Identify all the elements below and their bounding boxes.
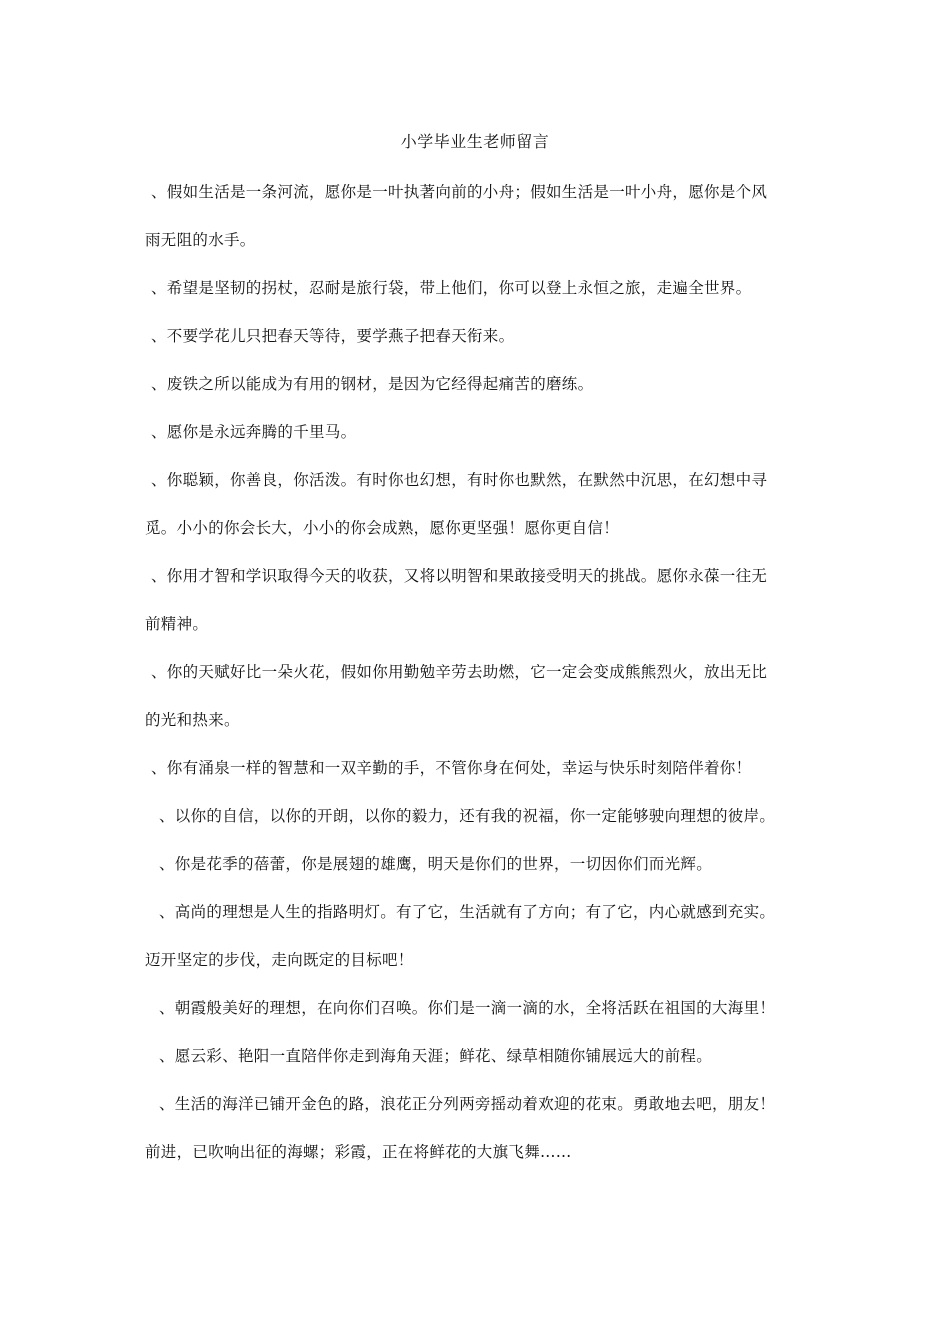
- paragraph-line: 、你的天赋好比一朵火花，假如你用勤勉辛劳去助燃，它一定会变成熊熊烈火，放出无比: [151, 663, 768, 681]
- page-title: 小学毕业生老师留言: [400, 132, 550, 151]
- paragraph-line: 的光和热来。: [145, 711, 240, 729]
- paragraph-line: 、希望是坚韧的拐杖，忍耐是旅行袋，带上他们，你可以登上永恒之旅，走遍全世界。: [151, 279, 752, 297]
- paragraph-line: 雨无阻的水手。: [145, 231, 256, 249]
- paragraph-line: 觅。小小的你会长大，小小的你会成熟，愿你更坚强！愿你更自信！: [145, 519, 620, 537]
- paragraph-line: 、你聪颖，你善良，你活泼。有时你也幻想，有时你也默然，在默然中沉思，在幻想中寻: [151, 471, 768, 489]
- paragraph-line: 、假如生活是一条河流，愿你是一叶执著向前的小舟；假如生活是一叶小舟，愿你是个风: [151, 183, 768, 201]
- paragraph-line: 、高尚的理想是人生的指路明灯。有了它，生活就有了方向；有了它，内心就感到充实。: [159, 903, 776, 921]
- paragraph-line: 、你是花季的蓓蕾，你是展翅的雄鹰，明天是你们的世界，一切因你们而光辉。: [159, 855, 713, 873]
- paragraph-line: 、愿你是永远奔腾的千里马。: [151, 423, 357, 441]
- paragraph-line: 、朝霞般美好的理想，在向你们召唤。你们是一滴一滴的水，全将活跃在祖国的大海里！: [159, 999, 776, 1017]
- paragraph-line: 、你用才智和学识取得今天的收获，又将以明智和果敢接受明天的挑战。愿你永葆一往无: [151, 567, 768, 585]
- paragraph-line: 、废铁之所以能成为有用的钢材，是因为它经得起痛苦的磨练。: [151, 375, 594, 393]
- paragraph-line: 、愿云彩、艳阳一直陪伴你走到海角天涯；鲜花、绿草相随你铺展远大的前程。: [159, 1047, 713, 1065]
- paragraph-line: 、以你的自信，以你的开朗，以你的毅力，还有我的祝福，你一定能够驶向理想的彼岸。: [159, 807, 776, 825]
- paragraph-line: 、你有涌泉一样的智慧和一双辛勤的手，不管你身在何处，幸运与快乐时刻陪伴着你！: [151, 759, 752, 777]
- paragraph-line: 、不要学花儿只把春天等待，要学燕子把春天衔来。: [151, 327, 515, 345]
- paragraph-line: 前进，已吹响出征的海螺；彩霞，正在将鲜花的大旗飞舞……: [145, 1143, 572, 1161]
- paragraph-line: 、生活的海洋已铺开金色的路，浪花正分列两旁摇动着欢迎的花束。勇敢地去吧，朋友！: [159, 1095, 776, 1113]
- paragraph-line: 前精神。: [145, 615, 209, 633]
- paragraph-line: 迈开坚定的步伐，走向既定的目标吧！: [145, 951, 414, 969]
- document-body: [145, 180, 811, 1164]
